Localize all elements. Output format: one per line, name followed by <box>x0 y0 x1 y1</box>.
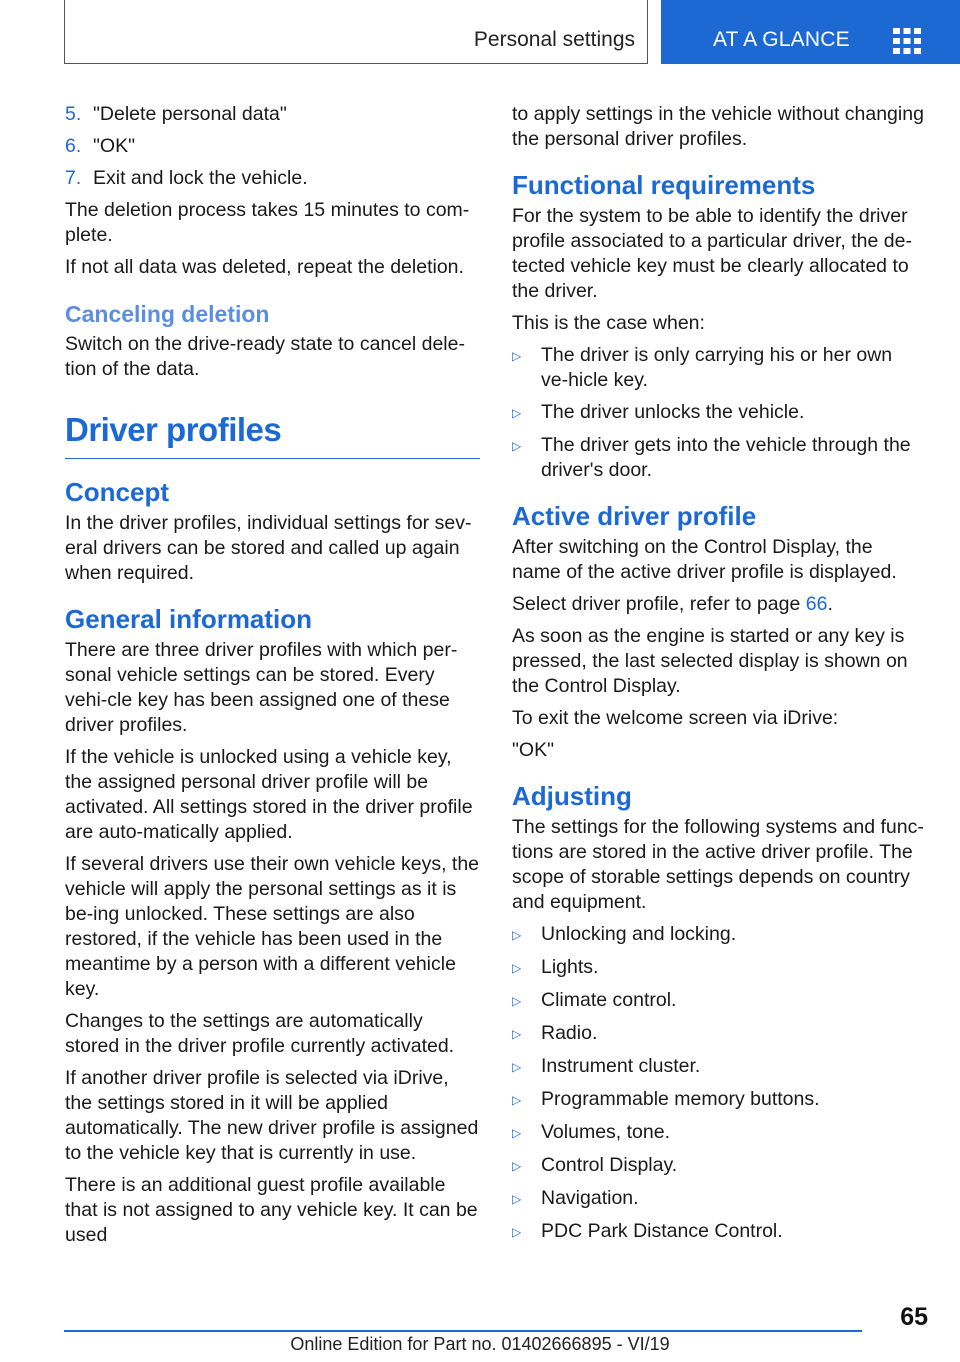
list-item-text: The driver unlocks the vehicle. <box>541 401 805 423</box>
footer-edition-text: Online Edition for Part no. 01402666895 - VI/19 <box>290 1334 670 1354</box>
step-item <box>65 166 480 191</box>
general-info-text-4: Changes to the settings are automatically stored in the driver profile currently activated. <box>65 1010 455 1057</box>
list-item <box>512 343 924 393</box>
continued-text: to apply settings in the vehicle without changing the personal driver profiles. <box>512 103 924 150</box>
list-item-text: The driver is only carrying his or her own ve-hicle key. <box>541 344 893 391</box>
heading-canceling-deletion: Canceling deletion <box>65 301 270 327</box>
triangle-bullet-icon: ▷ <box>512 349 522 363</box>
left-column <box>65 102 480 1255</box>
list-item-text: Unlocking and locking. <box>541 923 737 945</box>
active-profile-text-5: "OK" <box>512 739 555 761</box>
list-item <box>512 1153 924 1179</box>
list-item <box>512 955 924 981</box>
triangle-bullet-icon: ▷ <box>512 994 522 1008</box>
right-column <box>512 102 924 1252</box>
adjusting-text: The settings for the following systems and func-tions are stored in the active driver profile. The scope of storable settings depends on country and equipment. <box>512 816 924 913</box>
general-info-text-5: If another driver profile is selected via iDrive, the settings stored in it will be applied automatically. The new driver profile is assigned to the vehicle key that is currently in use. <box>65 1067 479 1164</box>
step-text: "OK" <box>93 135 136 157</box>
list-item-text: Climate control. <box>541 989 677 1011</box>
active-profile-text-3: As soon as the engine is started or any key is pressed, the last selected display is shown on the Control Display. <box>512 625 908 697</box>
triangle-bullet-icon: ▷ <box>512 1027 522 1041</box>
list-item <box>512 1054 924 1080</box>
header-chapter-tab[interactable] <box>661 0 960 64</box>
list-item-text: Control Display. <box>541 1154 678 1176</box>
functional-text: For the system to be able to identify the driver profile associated to a particular driver, the de-tected vehicle key must be clearly allocated to the driver. <box>512 205 912 302</box>
triangle-bullet-icon: ▷ <box>512 961 522 975</box>
active-profile-text-2 <box>512 592 924 617</box>
list-item-text: Instrument cluster. <box>541 1055 701 1077</box>
case-intro-text: This is the case when: <box>512 312 705 334</box>
list-item <box>512 1021 924 1047</box>
step-number: 7. <box>65 167 82 189</box>
general-info-text-1: There are three driver profiles with which per-sonal vehicle settings can be stored. Every vehi-cle key has been assigned one of these driver profiles. <box>65 639 458 736</box>
list-item <box>512 433 924 483</box>
canceling-deletion-text: Switch on the drive-ready state to cancel dele-tion of the data. <box>65 333 465 380</box>
general-info-text-3: If several drivers use their own vehicle keys, the vehicle will apply the personal settings as it is be-ing unlocked. These settings are also restored, if the vehicle has been used in the meantime by a person with a different vehicle key. <box>65 853 480 1000</box>
triangle-bullet-icon: ▷ <box>512 1159 522 1173</box>
repeat-deletion-text: If not all data was deleted, repeat the deletion. <box>65 256 464 278</box>
list-item <box>512 1087 924 1113</box>
active-profile-text-4: To exit the welcome screen via iDrive: <box>512 707 839 729</box>
triangle-bullet-icon: ▷ <box>512 439 522 453</box>
triangle-bullet-icon: ▷ <box>512 1225 522 1239</box>
list-item <box>512 1120 924 1146</box>
list-item-text: Lights. <box>541 956 599 978</box>
triangle-bullet-icon: ▷ <box>512 406 522 420</box>
grid-icon <box>893 28 921 54</box>
step-item <box>65 102 480 127</box>
triangle-bullet-icon: ▷ <box>512 1060 522 1074</box>
list-item <box>512 400 924 426</box>
heading-driver-profiles: Driver profiles <box>65 410 480 459</box>
list-item-text: The driver gets into the vehicle through the driver's door. <box>541 434 911 481</box>
heading-active-driver-profile: Active driver profile <box>512 501 757 531</box>
header-chapter-title: AT A GLANCE <box>713 28 850 51</box>
step-text: Exit and lock the vehicle. <box>93 167 308 189</box>
header-section-box <box>64 0 648 64</box>
general-info-text-6: There is an additional guest profile available that is not assigned to any vehicle key. It can be used <box>65 1174 478 1246</box>
list-item-text: Programmable memory buttons. <box>541 1088 820 1110</box>
list-item-text: Volumes, tone. <box>541 1121 670 1143</box>
header-section-title: Personal settings <box>473 28 635 51</box>
step-text: "Delete personal data" <box>93 103 287 125</box>
footer-divider <box>64 1330 862 1332</box>
triangle-bullet-icon: ▷ <box>512 1093 522 1107</box>
heading-functional-requirements: Functional requirements <box>512 170 816 200</box>
list-item <box>512 1219 924 1245</box>
step-item <box>65 134 480 159</box>
list-item <box>512 922 924 948</box>
triangle-bullet-icon: ▷ <box>512 1126 522 1140</box>
page-number: 65 <box>900 1303 928 1331</box>
heading-adjusting: Adjusting <box>512 781 632 811</box>
general-info-text-2: If the vehicle is unlocked using a vehicle key, the assigned personal driver profile will be activated. All settings stored in the driver profile are auto-matically applied. <box>65 746 473 843</box>
triangle-bullet-icon: ▷ <box>512 1192 522 1206</box>
page-reference-link[interactable]: 66 <box>805 593 828 615</box>
list-item <box>512 1186 924 1212</box>
page-reference-text: Select driver profile, refer to page <box>512 593 806 615</box>
list-item <box>512 988 924 1014</box>
step-number: 6. <box>65 135 82 157</box>
heading-general-information: General information <box>65 604 313 634</box>
step-number: 5. <box>65 103 82 125</box>
triangle-bullet-icon: ▷ <box>512 928 522 942</box>
concept-text: In the driver profiles, individual settings for sev-eral drivers can be stored and called up again when required. <box>65 512 472 584</box>
list-item-text: PDC Park Distance Control. <box>541 1220 783 1242</box>
deletion-time-text: The deletion process takes 15 minutes to com-plete. <box>65 199 470 246</box>
heading-concept: Concept <box>65 477 169 507</box>
active-profile-text-1: After switching on the Control Display, the name of the active driver profile is displayed. <box>512 536 897 583</box>
list-item-text: Radio. <box>541 1022 598 1044</box>
list-item-text: Navigation. <box>541 1187 639 1209</box>
page-reference-period: . <box>827 593 833 615</box>
